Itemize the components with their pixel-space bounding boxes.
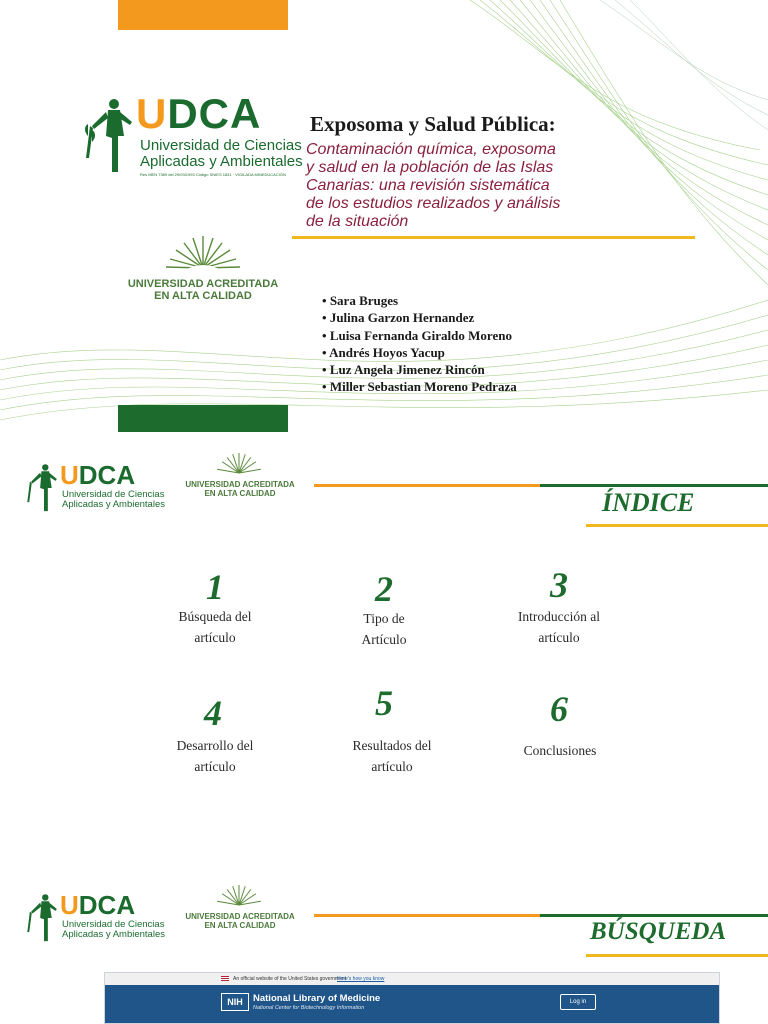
udca-logo-text: UDCA <box>136 90 262 137</box>
orange-accent-bar <box>118 0 288 30</box>
library-name: National Library of Medicine <box>253 993 381 1004</box>
index-number-1: 1 <box>206 567 224 607</box>
gov-banner <box>105 973 720 985</box>
udca-logo-text: UDCA <box>60 890 136 920</box>
section-title: ÍNDICE <box>602 488 695 517</box>
author-item: • Miller Sebastian Moreno Pedraza <box>322 378 517 395</box>
index-label-1: Búsqueda del artículo <box>178 609 252 645</box>
statue-logo-icon <box>26 462 62 514</box>
index-slide <box>0 432 768 864</box>
statue-logo-icon <box>26 892 62 944</box>
index-label-2: Tipo de Artículo <box>361 611 407 647</box>
gov-banner-link[interactable]: Here's how you know <box>337 976 385 982</box>
section-title-underline <box>586 954 768 957</box>
divider-green <box>540 484 768 487</box>
login-button[interactable]: Log in <box>560 994 596 1010</box>
statue-logo-icon <box>84 96 140 176</box>
green-accent-bar <box>118 405 288 432</box>
website-screenshot <box>104 972 720 1024</box>
presentation-title: Exposoma y Salud Pública: <box>310 112 556 136</box>
index-label-3: Introducción al artículo <box>517 609 601 645</box>
title-slide <box>0 0 768 432</box>
sunburst-icon <box>214 450 264 476</box>
title-underline <box>292 236 695 239</box>
section-title: BÚSQUEDA <box>590 918 727 945</box>
index-label-6: Conclusiones <box>523 743 597 758</box>
nlm-header <box>105 985 720 1024</box>
index-number-3: 3 <box>550 565 568 605</box>
divider-green <box>540 914 768 917</box>
divider-orange <box>314 914 540 917</box>
accreditation-label: UNIVERSIDAD ACREDITADA EN ALTA CALIDAD <box>185 912 295 930</box>
author-list <box>322 292 517 396</box>
author-item: • Andrés Hoyos Yacup <box>322 344 517 361</box>
accreditation-label: UNIVERSIDAD ACREDITADA EN ALTA CALIDAD <box>185 480 295 498</box>
index-number-5: 5 <box>375 683 393 723</box>
search-slide <box>0 864 768 1024</box>
section-title-underline <box>586 524 768 527</box>
accreditation-label: UNIVERSIDAD ACREDITADA EN ALTA CALIDAD <box>127 278 279 302</box>
university-name: Universidad de Ciencias Aplicadas y Ambientales <box>140 137 303 170</box>
index-number-4: 4 <box>204 693 222 733</box>
nih-logo-icon: NIH <box>221 993 249 1011</box>
index-number-6: 6 <box>550 689 568 729</box>
library-subtitle: National Center for Biotechnology Information <box>253 1005 365 1011</box>
author-item: • Julina Garzon Hernandez <box>322 309 517 326</box>
index-number-2: 2 <box>375 569 393 609</box>
sunburst-icon <box>163 232 243 272</box>
logo-fine-print: Res MEN 7389 del 29/03/1993 Código SNIES 1831 · VIGILADA MINEDUCACIÓN <box>140 172 286 177</box>
divider-orange <box>314 484 540 487</box>
gov-banner-text: An official website of the United States government <box>233 976 347 982</box>
author-item: • Luisa Fernanda Giraldo Moreno <box>322 327 517 344</box>
university-name: Universidad de Ciencias Aplicadas y Ambientales <box>62 919 165 940</box>
index-label-5: Resultados del artículo <box>352 738 432 774</box>
index-label-4: Desarrollo del artículo <box>176 738 254 774</box>
author-item: • Sara Bruges <box>322 292 517 309</box>
university-name: Universidad de Ciencias Aplicadas y Ambientales <box>62 489 165 510</box>
sunburst-icon <box>214 882 264 908</box>
us-flag-icon <box>221 976 229 981</box>
udca-logo-text: UDCA <box>60 460 136 490</box>
presentation-subtitle: Contaminación química, exposoma y salud en la población de las Islas Canarias: una revisión sistemática de los estudios realizados y análisis de la situación <box>306 141 561 230</box>
author-item: • Luz Angela Jimenez Rincón <box>322 361 517 378</box>
